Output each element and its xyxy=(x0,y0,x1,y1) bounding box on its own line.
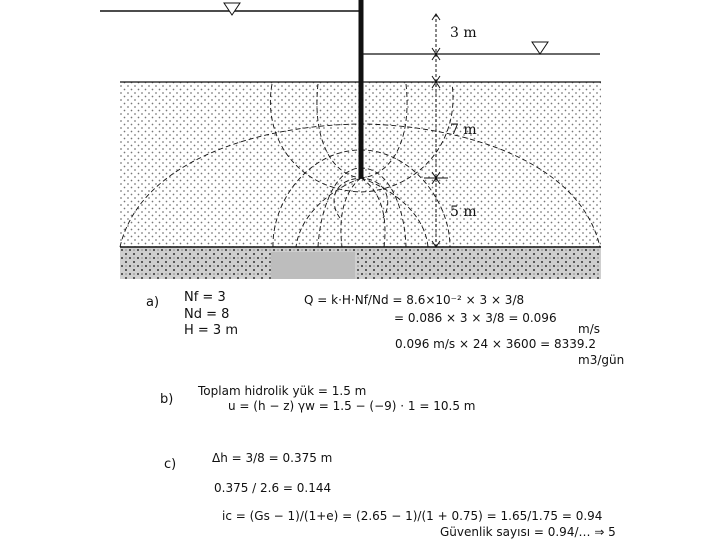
part-a-q-unit: m/s xyxy=(578,322,600,336)
part-a-h: H = 3 m xyxy=(184,323,238,338)
part-a-q-step: = 0.086 × 3 × 3/8 = 0.096 xyxy=(394,311,557,325)
dimension-upper: 3 m xyxy=(450,25,477,41)
part-a-nd: Nd = 8 xyxy=(184,307,230,322)
part-a-nf: Nf = 3 xyxy=(184,290,226,305)
gray-block xyxy=(271,252,355,279)
upstream-water-triangle-icon xyxy=(224,3,240,15)
part-a-notes xyxy=(146,290,624,367)
part-a-q-formula: Q = k·H·Nf/Nd = 8.6×10⁻² × 3 × 3/8 xyxy=(304,293,525,307)
impermeable-layer xyxy=(120,247,601,279)
part-c-line4: Güvenlik sayısı = 0.94/… ⇒ 5 xyxy=(440,525,616,539)
part-b-line1: Toplam hidrolik yük = 1.5 m xyxy=(198,384,367,398)
part-c-line2: 0.375 / 2.6 = 0.144 xyxy=(214,481,332,495)
part-c-line1: Δh = 3/8 = 0.375 m xyxy=(212,451,333,465)
part-a-label: a) xyxy=(146,295,160,310)
dimension-middle: 7 m xyxy=(450,122,477,138)
part-c-line3: ic = (Gs − 1)/(1+e) = (2.65 − 1)/(1 + 0.75) = 1.65/1.75 = 0.94 xyxy=(222,509,603,523)
downstream-water-triangle-icon xyxy=(532,42,548,54)
part-a-q-daily: 0.096 m/s × 24 × 3600 = 8339.2 xyxy=(395,337,596,351)
part-b-label: b) xyxy=(160,392,174,407)
part-c-label: c) xyxy=(164,457,177,472)
dimension-lower: 5 m xyxy=(450,204,477,220)
part-b-line2: u = (h − z) γw = 1.5 − (−9) · 1 = 10.5 m xyxy=(228,399,476,413)
part-b-notes xyxy=(160,384,475,413)
part-a-q-daily-unit: m3/gün xyxy=(578,353,625,367)
part-c-notes xyxy=(164,451,616,539)
